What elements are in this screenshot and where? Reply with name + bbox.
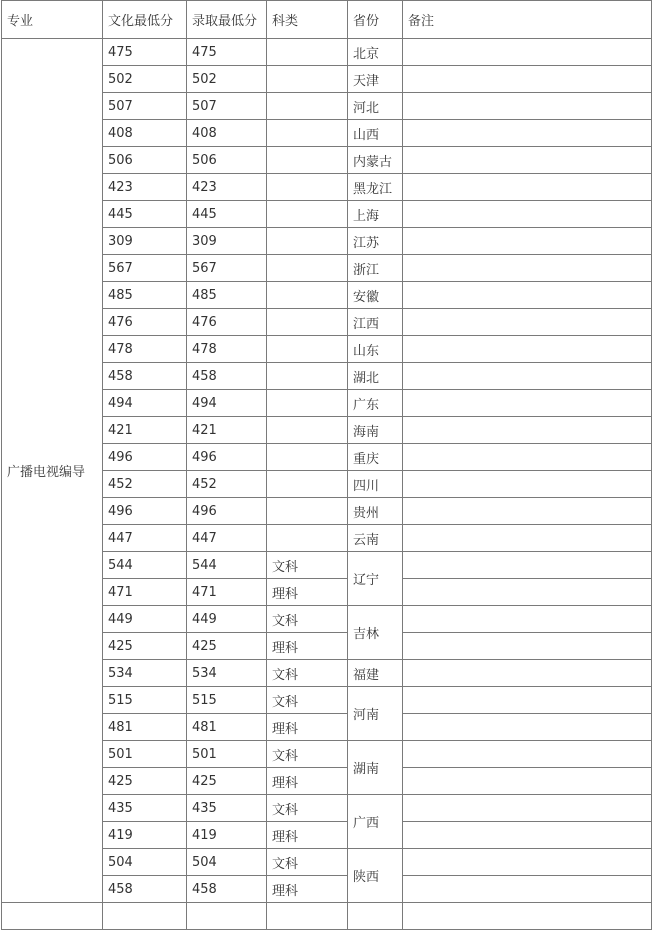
- subject-type-cell: [267, 93, 348, 120]
- remarks-cell: [403, 606, 652, 633]
- admit-min-cell: 567: [187, 255, 267, 282]
- subject-type-cell: 文科: [267, 687, 348, 714]
- header-culture-min: 文化最低分: [103, 1, 187, 39]
- culture-min-cell: 507: [103, 93, 187, 120]
- subject-type-cell: 理科: [267, 579, 348, 606]
- culture-min-cell: 425: [103, 633, 187, 660]
- admit-min-cell: 475: [187, 39, 267, 66]
- remarks-cell: [403, 876, 652, 903]
- admit-min-cell: 471: [187, 579, 267, 606]
- remarks-cell: [403, 471, 652, 498]
- admit-min-cell: 502: [187, 66, 267, 93]
- remarks-cell: [403, 741, 652, 768]
- remarks-cell: [403, 336, 652, 363]
- admit-min-cell: 501: [187, 741, 267, 768]
- admit-min-cell: 408: [187, 120, 267, 147]
- empty-cell: [403, 903, 652, 930]
- subject-type-cell: 文科: [267, 849, 348, 876]
- culture-min-cell: 481: [103, 714, 187, 741]
- admit-min-cell: 309: [187, 228, 267, 255]
- table-row: [2, 39, 652, 66]
- culture-min-cell: 494: [103, 390, 187, 417]
- admit-min-cell: 425: [187, 633, 267, 660]
- subject-type-cell: [267, 201, 348, 228]
- empty-cell: [187, 903, 267, 930]
- culture-min-cell: 447: [103, 525, 187, 552]
- admit-min-cell: 515: [187, 687, 267, 714]
- header-province: 省份: [348, 1, 403, 39]
- province-cell: 云南: [348, 525, 403, 552]
- remarks-cell: [403, 39, 652, 66]
- remarks-cell: [403, 633, 652, 660]
- culture-min-cell: 515: [103, 687, 187, 714]
- admit-min-cell: 421: [187, 417, 267, 444]
- admit-min-cell: 496: [187, 444, 267, 471]
- admit-min-cell: 506: [187, 147, 267, 174]
- admit-min-cell: 447: [187, 525, 267, 552]
- province-cell: 广西: [348, 795, 403, 849]
- subject-type-cell: [267, 336, 348, 363]
- culture-min-cell: 471: [103, 579, 187, 606]
- province-cell: 江苏: [348, 228, 403, 255]
- province-cell: 四川: [348, 471, 403, 498]
- admit-min-cell: 481: [187, 714, 267, 741]
- culture-min-cell: 425: [103, 768, 187, 795]
- admit-min-cell: 419: [187, 822, 267, 849]
- culture-min-cell: 485: [103, 282, 187, 309]
- table-body: [2, 39, 652, 930]
- subject-type-cell: [267, 444, 348, 471]
- culture-min-cell: 421: [103, 417, 187, 444]
- province-cell: 辽宁: [348, 552, 403, 606]
- culture-min-cell: 478: [103, 336, 187, 363]
- admit-min-cell: 478: [187, 336, 267, 363]
- table-row: [2, 903, 652, 930]
- subject-type-cell: 文科: [267, 552, 348, 579]
- province-cell: 陕西: [348, 849, 403, 903]
- province-cell: 福建: [348, 660, 403, 687]
- empty-cell: [348, 903, 403, 930]
- culture-min-cell: 567: [103, 255, 187, 282]
- culture-min-cell: 506: [103, 147, 187, 174]
- subject-type-cell: 理科: [267, 876, 348, 903]
- subject-type-cell: [267, 120, 348, 147]
- remarks-cell: [403, 525, 652, 552]
- remarks-cell: [403, 444, 652, 471]
- province-cell: 上海: [348, 201, 403, 228]
- remarks-cell: [403, 93, 652, 120]
- remarks-cell: [403, 282, 652, 309]
- culture-min-cell: 504: [103, 849, 187, 876]
- subject-type-cell: [267, 174, 348, 201]
- province-cell: 贵州: [348, 498, 403, 525]
- admit-min-cell: 458: [187, 363, 267, 390]
- subject-type-cell: [267, 417, 348, 444]
- admit-min-cell: 485: [187, 282, 267, 309]
- culture-min-cell: 458: [103, 363, 187, 390]
- subject-type-cell: [267, 525, 348, 552]
- subject-type-cell: 理科: [267, 822, 348, 849]
- culture-min-cell: 408: [103, 120, 187, 147]
- remarks-cell: [403, 579, 652, 606]
- province-cell: 内蒙古: [348, 147, 403, 174]
- subject-type-cell: [267, 309, 348, 336]
- culture-min-cell: 534: [103, 660, 187, 687]
- remarks-cell: [403, 768, 652, 795]
- admit-min-cell: 425: [187, 768, 267, 795]
- major-cell: 广播电视编导: [2, 39, 103, 903]
- province-cell: 重庆: [348, 444, 403, 471]
- empty-cell: [267, 903, 348, 930]
- province-cell: 黑龙江: [348, 174, 403, 201]
- remarks-cell: [403, 120, 652, 147]
- culture-min-cell: 419: [103, 822, 187, 849]
- remarks-cell: [403, 201, 652, 228]
- remarks-cell: [403, 417, 652, 444]
- header-row: [2, 1, 652, 39]
- remarks-cell: [403, 363, 652, 390]
- remarks-cell: [403, 795, 652, 822]
- province-cell: 江西: [348, 309, 403, 336]
- culture-min-cell: 435: [103, 795, 187, 822]
- subject-type-cell: [267, 66, 348, 93]
- subject-type-cell: 文科: [267, 741, 348, 768]
- remarks-cell: [403, 147, 652, 174]
- culture-min-cell: 475: [103, 39, 187, 66]
- remarks-cell: [403, 174, 652, 201]
- province-cell: 广东: [348, 390, 403, 417]
- admit-min-cell: 507: [187, 93, 267, 120]
- province-cell: 海南: [348, 417, 403, 444]
- province-cell: 山东: [348, 336, 403, 363]
- admit-min-cell: 458: [187, 876, 267, 903]
- culture-min-cell: 496: [103, 498, 187, 525]
- remarks-cell: [403, 309, 652, 336]
- province-cell: 河南: [348, 687, 403, 741]
- remarks-cell: [403, 714, 652, 741]
- subject-type-cell: 文科: [267, 660, 348, 687]
- subject-type-cell: 文科: [267, 795, 348, 822]
- subject-type-cell: 文科: [267, 606, 348, 633]
- empty-cell: [103, 903, 187, 930]
- empty-cell: [2, 903, 103, 930]
- remarks-cell: [403, 822, 652, 849]
- admit-min-cell: 476: [187, 309, 267, 336]
- header-remarks: 备注: [403, 1, 652, 39]
- remarks-cell: [403, 498, 652, 525]
- remarks-cell: [403, 228, 652, 255]
- header-subject-type: 科类: [267, 1, 348, 39]
- province-cell: 山西: [348, 120, 403, 147]
- admit-min-cell: 449: [187, 606, 267, 633]
- province-cell: 安徽: [348, 282, 403, 309]
- admit-min-cell: 504: [187, 849, 267, 876]
- header-major: 专业: [2, 1, 103, 39]
- remarks-cell: [403, 552, 652, 579]
- remarks-cell: [403, 390, 652, 417]
- admit-min-cell: 544: [187, 552, 267, 579]
- remarks-cell: [403, 687, 652, 714]
- culture-min-cell: 445: [103, 201, 187, 228]
- admit-min-cell: 452: [187, 471, 267, 498]
- subject-type-cell: [267, 498, 348, 525]
- admit-min-cell: 445: [187, 201, 267, 228]
- remarks-cell: [403, 660, 652, 687]
- admit-min-cell: 494: [187, 390, 267, 417]
- province-cell: 天津: [348, 66, 403, 93]
- remarks-cell: [403, 66, 652, 93]
- subject-type-cell: [267, 39, 348, 66]
- remarks-cell: [403, 849, 652, 876]
- province-cell: 浙江: [348, 255, 403, 282]
- province-cell: 北京: [348, 39, 403, 66]
- subject-type-cell: 理科: [267, 768, 348, 795]
- subject-type-cell: [267, 282, 348, 309]
- culture-min-cell: 476: [103, 309, 187, 336]
- admit-min-cell: 496: [187, 498, 267, 525]
- admission-scores-table: [1, 0, 652, 930]
- culture-min-cell: 496: [103, 444, 187, 471]
- culture-min-cell: 449: [103, 606, 187, 633]
- admit-min-cell: 534: [187, 660, 267, 687]
- province-cell: 湖南: [348, 741, 403, 795]
- header-admit-min: 录取最低分: [187, 1, 267, 39]
- admit-min-cell: 435: [187, 795, 267, 822]
- subject-type-cell: [267, 147, 348, 174]
- culture-min-cell: 501: [103, 741, 187, 768]
- subject-type-cell: [267, 390, 348, 417]
- culture-min-cell: 458: [103, 876, 187, 903]
- subject-type-cell: 理科: [267, 633, 348, 660]
- subject-type-cell: 理科: [267, 714, 348, 741]
- subject-type-cell: [267, 255, 348, 282]
- culture-min-cell: 502: [103, 66, 187, 93]
- culture-min-cell: 309: [103, 228, 187, 255]
- province-cell: 河北: [348, 93, 403, 120]
- subject-type-cell: [267, 471, 348, 498]
- subject-type-cell: [267, 363, 348, 390]
- culture-min-cell: 423: [103, 174, 187, 201]
- province-cell: 湖北: [348, 363, 403, 390]
- remarks-cell: [403, 255, 652, 282]
- admit-min-cell: 423: [187, 174, 267, 201]
- culture-min-cell: 452: [103, 471, 187, 498]
- culture-min-cell: 544: [103, 552, 187, 579]
- province-cell: 吉林: [348, 606, 403, 660]
- subject-type-cell: [267, 228, 348, 255]
